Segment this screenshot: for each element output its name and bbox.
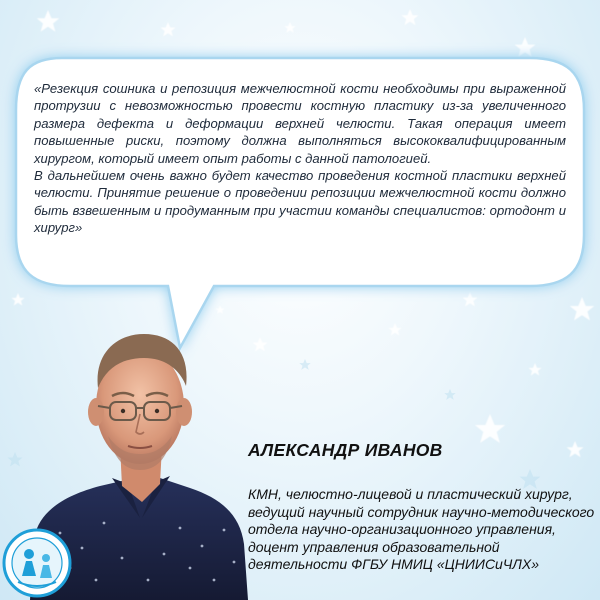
quote-text xyxy=(34,80,566,237)
person-description: КМН, челюстно-лицевой и пластический хирург, ведущий научный сотрудник научно-методического отдела научно-организационного управления, доцент управления образовательной деятельности ФГБУ НМИЦ «ЦНИИСиЧЛХ» xyxy=(248,486,595,573)
organization-logo xyxy=(2,528,72,598)
quote-paragraph-2: В дальнейшем очень важно будет качество проведения костной пластики верхней челюсти. Принятие решение о проведении репозиции межчелюстной кости должно быть взвешенным и продуманным при участии команды специалистов: ортодонт и хирург» xyxy=(34,168,566,236)
person-name: АЛЕКСАНДР ИВАНОВ xyxy=(248,440,443,460)
quote-paragraph-1: «Резекция сошника и репозиция межчелюстной кости необходимы при выраженной протрузии с невозможностью провести костную пластику из-за увеличенного размера дефекта и деформации верхней челюсти. Такая операция имеет повышенные риски, поэтому должна выполняться высококвалифицированным хирургом, который имеет опыт работы с данной патологией. xyxy=(34,81,566,166)
logo-figure-icon xyxy=(24,549,34,559)
logo-figure-icon xyxy=(42,554,50,562)
